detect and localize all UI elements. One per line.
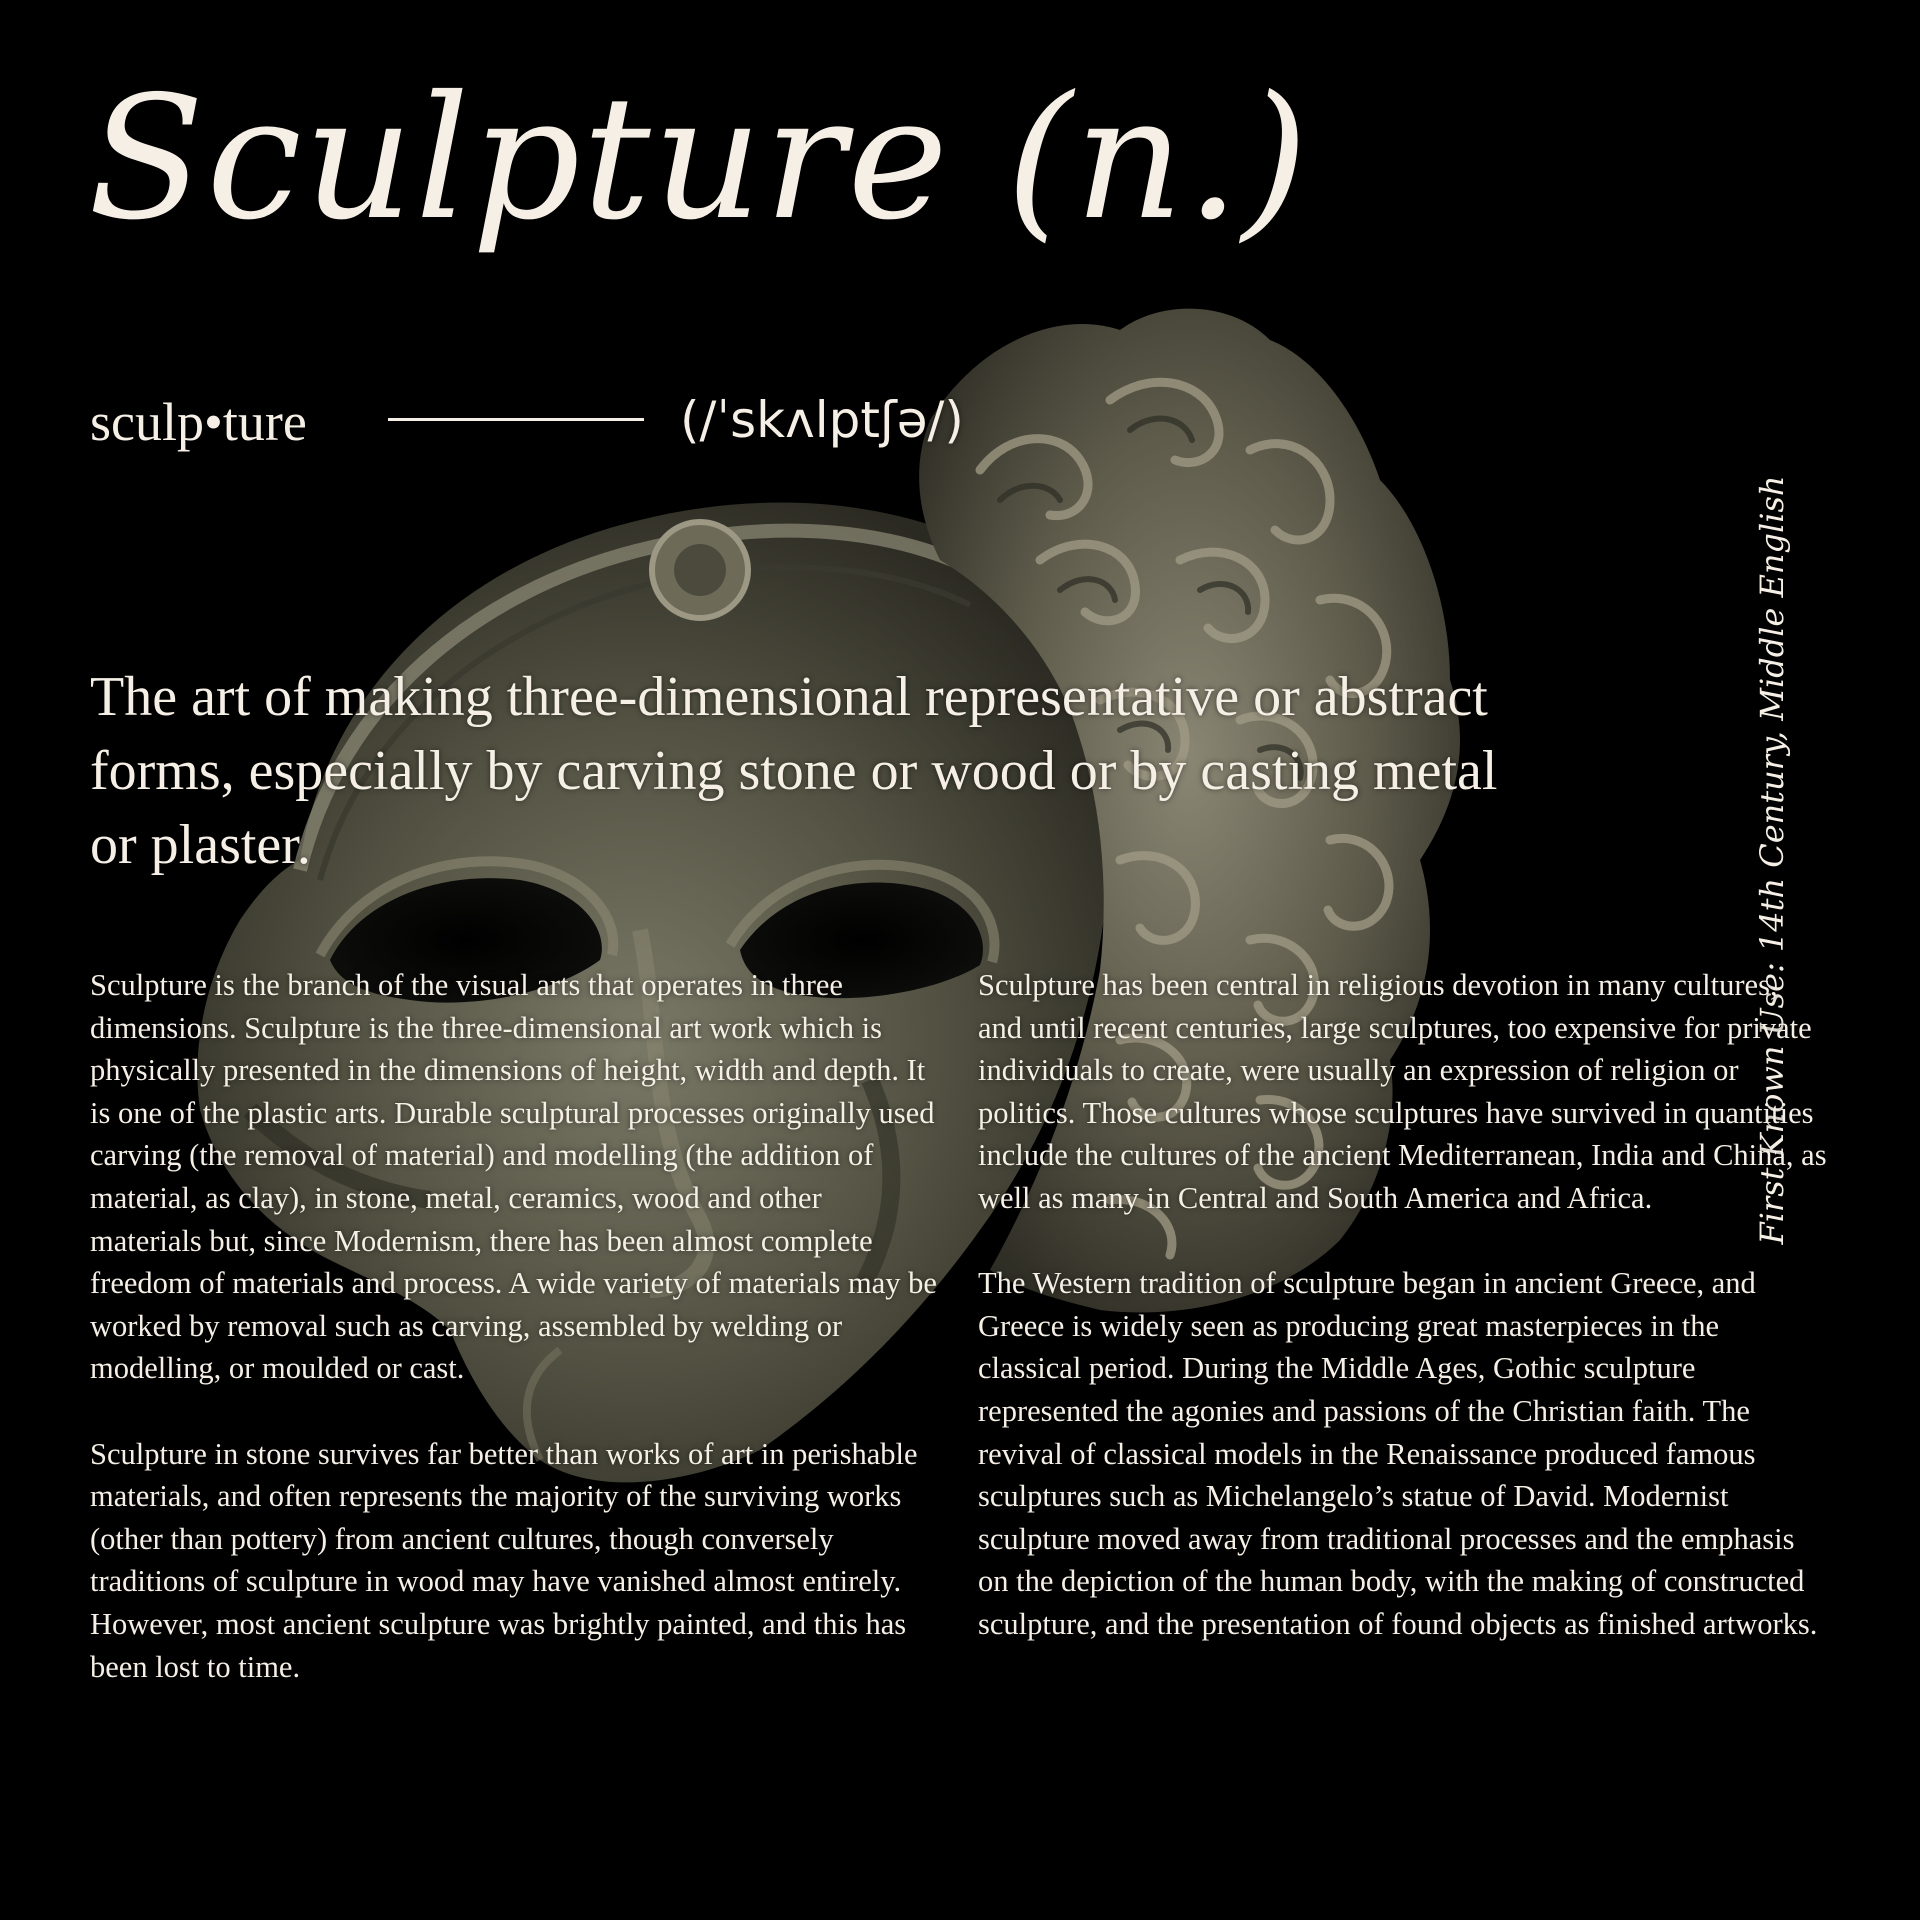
pronunciation: (/ˈskʌlptʃə/) — [680, 391, 964, 449]
body-column-left — [90, 964, 940, 1731]
body-column-right — [978, 964, 1828, 1688]
first-known-use: First Known Use: 14th Century, Middle English — [1753, 475, 1791, 1245]
page-title: Sculpture (n.) — [88, 60, 1311, 258]
definition: The art of making three-dimensional representative or abstract forms, especially by carving stone or wood or by casting metal or plaster. — [90, 666, 1498, 876]
body-paragraph: Sculpture in stone survives far better than works of art in perishable materials, and often represents the majority of the surviving works (other than pottery) from ancient cultures, though conversely traditions of sculpture in wood may have vanished almost entirely. However, most ancient sculpture was brightly painted, and this has been lost to time. — [90, 1436, 918, 1684]
pronunciation-divider — [388, 418, 644, 421]
body-paragraph: Sculpture is the branch of the visual arts that operates in three dimensions. Sculpture is the three-dimensional art work which is physically presented in the dimensions of height, width and depth. It is one of the plastic arts. Durable sculptural processes originally used carving (the removal of material) and modelling (the addition of material, as clay), in stone, metal, ceramics, wood and other materials but, since Modernism, there has been almost complete freedom of materials and process. A wide variety of materials may be worked by removal such as carving, assembled by welding or modelling, or moulded or cast. — [90, 968, 937, 1386]
body-paragraph: The Western tradition of sculpture began in ancient Greece, and Greece is widely seen as producing great masterpieces in the classical period. During the Middle Ages, Gothic sculpture represented the agonies and passions of the Christian faith. The revival of classical models in the Renaissance produced famous sculptures such as Michelangelo’s statue of David. Modernist sculpture moved away from traditional processes and the emphasis on the depiction of the human body, with the making of constructed sculpture, and the presentation of found objects as finished artworks. — [978, 1266, 1818, 1641]
body-paragraph: Sculpture has been central in religious devotion in many cultures, and until recent centuries, large sculptures, too expensive for private individuals to create, were usually an expression of religion or politics. Those cultures whose sculptures have survived in quantities include the cultures of the ancient Mediterranean, India and China, as well as many in Central and South America and Africa. — [978, 968, 1827, 1215]
syllabification: sculp•ture — [90, 392, 307, 452]
